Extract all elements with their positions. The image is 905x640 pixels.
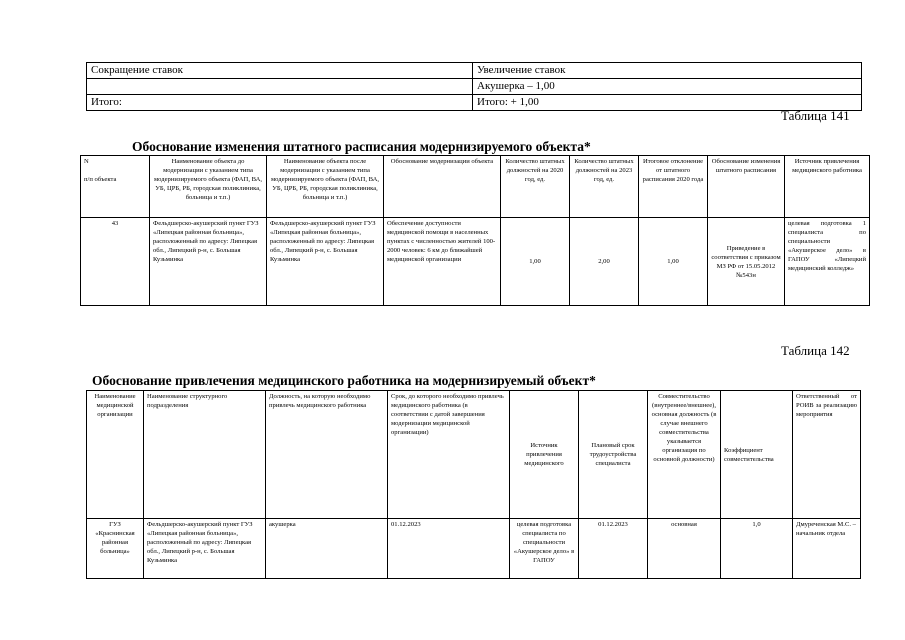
increase-value: Акушерка – 1,00 (473, 79, 862, 95)
cell-responsible: Дмуреченская М.С. – начальник отдела (793, 519, 861, 579)
table-141-caption: Таблица 141 (781, 108, 850, 123)
cell-change-basis: Приведение в соответствия с приказом МЗ РФ от 15.05.2012 №543н (708, 218, 785, 306)
reduction-value (87, 79, 473, 95)
table-142-caption: Таблица 142 (781, 343, 850, 358)
cell-source: целевая подготовка специалиста по специальности «Акушерское дело» в ГАПОУ (510, 519, 579, 579)
total-increase: Итого: + 1,00 (473, 95, 862, 111)
header-change-basis: Обоснование изменения штатного расписания (708, 156, 785, 218)
cell-org: ГУЗ «Краснинская районная больница» (87, 519, 144, 579)
cell-name-before: Фельдшерско-акушерский пункт ГУЗ «Липецкая районная больница», расположенный по адресу: Липецкая обл., Липецкий р-н, с. Большая Кузьминка (150, 218, 267, 306)
cell-coef: 1,0 (721, 519, 793, 579)
header-unit: Наименование структурного подразделения (144, 391, 266, 519)
increase-label: Увеличение ставок (473, 63, 862, 79)
table-142 (86, 390, 861, 579)
staff-changes-table (86, 62, 862, 111)
cell-deadline: 01.12.2023 (388, 519, 510, 579)
total-reduction: Итого: (87, 95, 473, 111)
header-position: Должность, на которую необходимо привлечь медицинского работника (266, 391, 388, 519)
header-coef: Коэффициент совместительства (721, 391, 793, 519)
header-num: N п/п объекта (81, 156, 150, 218)
header-name-before: Наименование объекта до модернизации с указанием типа модернизируемого объекта (ФАП, ВА, УБ, ЦРБ, РБ, городская поликлиника, больница и т.п.) (150, 156, 267, 218)
header-count-2023: Количество штатных должностей на 2023 год, ед. (570, 156, 639, 218)
cell-position: акушерка (266, 519, 388, 579)
cell-count-2020: 1,00 (501, 218, 570, 306)
header-planned: Плановый срок трудоустройства специалиста (579, 391, 648, 519)
table-row (87, 519, 861, 579)
cell-unit: Фельдшерско-акушерский пункт ГУЗ «Липецкая районная больница», расположенный по адресу: Липецкая обл., Липецкий р-н, с. Большая Кузьминка (144, 519, 266, 579)
header-org: Наименование медицинской организации (87, 391, 144, 519)
cell-num: 43 (81, 218, 150, 306)
table-row (81, 218, 870, 306)
header-deviation: Итоговое отклонение от штатного расписания 2020 года (639, 156, 708, 218)
header-count-2020: Количество штатных должностей на 2020 год, ед. (501, 156, 570, 218)
table-142-title: Обоснование привлечения медицинского работника на модернизируемый объект* (92, 373, 596, 388)
header-responsible: Ответственный от РОИВ за реализацию мероприятия (793, 391, 861, 519)
cell-rationale: Обеспечение доступности медицинской помощи в населенных пунктах с численностью жителей 100-2000 человек: 6 км до ближайшей медицинской организации (384, 218, 501, 306)
header-rationale: Обоснование модернизации объекта (384, 156, 501, 218)
table-141-title: Обоснование изменения штатного расписания модернизируемого объекта* (132, 139, 591, 154)
header-name-after: Наименование объекта после модернизации с указанием типа модернизируемого объекта (ФАП, ВА, УБ, ЦРБ, РБ, городская поликлиника, больница и т.п.) (267, 156, 384, 218)
cell-source: целевая подготовка 1 специалиста по специальности «Акушерское дело» в ГАПОУ «Липецкий медицинский колледж» (785, 218, 870, 306)
header-deadline: Срок, до которого необходимо привлечь медицинского работника (в соответствии с датой завершения модернизации медицинской организации) (388, 391, 510, 519)
header-source: Источник привлечения медицинского (510, 391, 579, 519)
header-combo: Совместительство (внутреннее/внешнее), основная должность (в случае внешнего совместительства указывается организация по основной должности) (648, 391, 721, 519)
cell-deviation: 1,00 (639, 218, 708, 306)
cell-count-2023: 2,00 (570, 218, 639, 306)
cell-planned: 01.12.2023 (579, 519, 648, 579)
reduction-label: Сокращение ставок (87, 63, 473, 79)
header-source: Источник привлечения медицинского работника (785, 156, 870, 218)
table-141 (80, 155, 870, 306)
cell-combo: основная (648, 519, 721, 579)
cell-name-after: Фельдшерско-акушерский пункт ГУЗ «Липецкая районная больница», расположенный по адресу: Липецкая обл., Липецкий р-н, с. Большая Кузьминка (267, 218, 384, 306)
